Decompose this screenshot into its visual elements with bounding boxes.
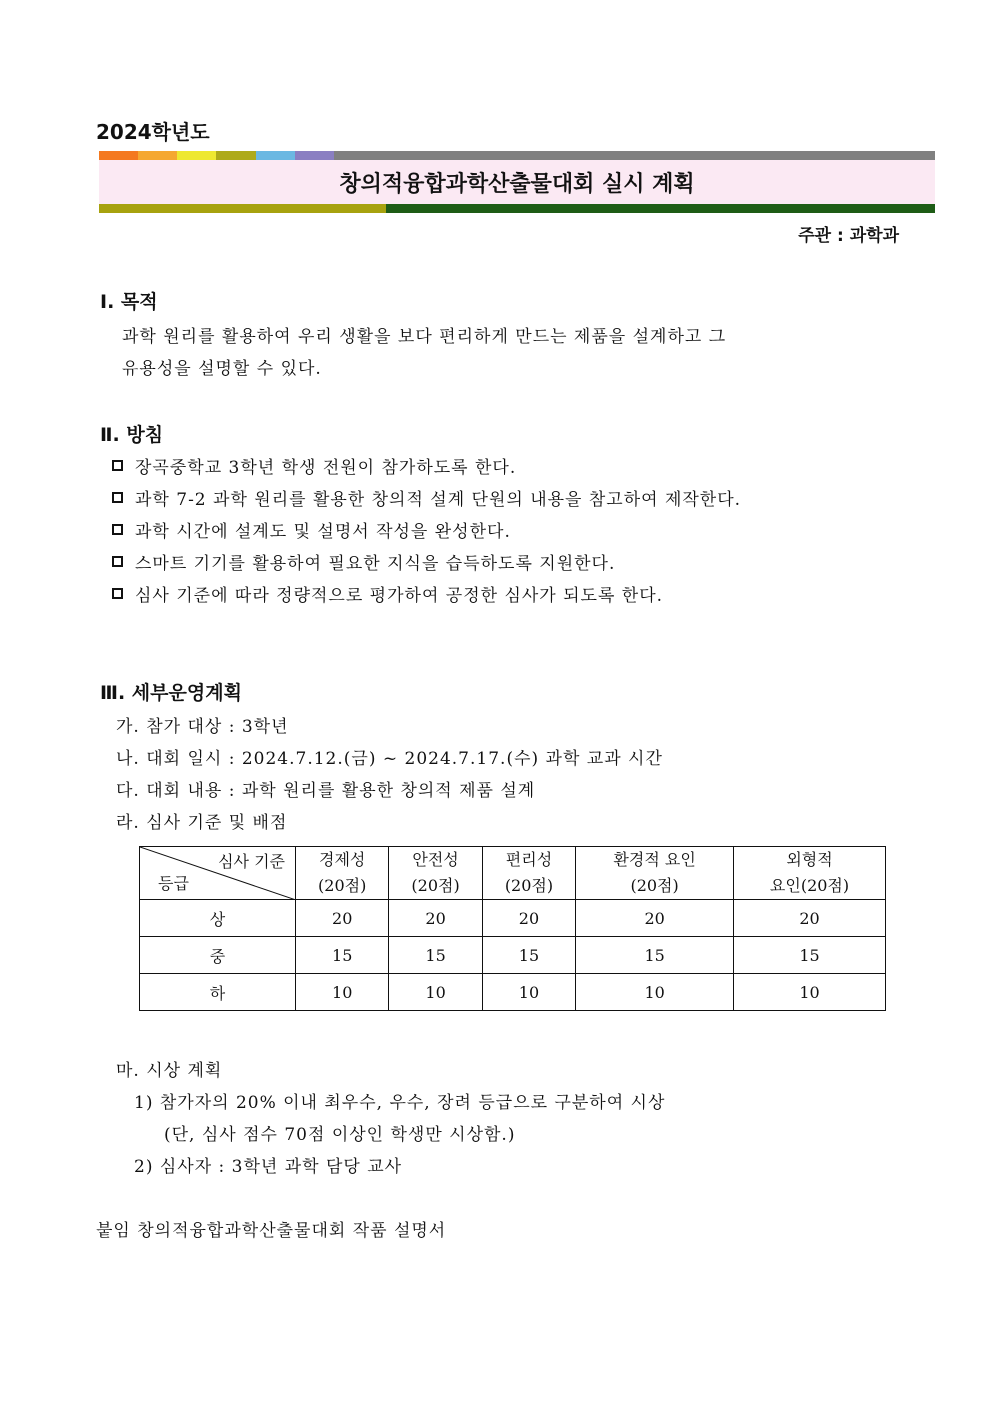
stripe-green-bottom: [386, 204, 935, 213]
stripe-purple: [295, 151, 334, 160]
section1-line2: 유용성을 설명할 수 있다.: [122, 359, 322, 379]
score-cell: 15: [734, 937, 886, 974]
checkbox-icon: [112, 556, 123, 567]
bottom-stripe: [99, 204, 935, 213]
checkbox-icon: [112, 460, 123, 471]
section1-line1: 과학 원리를 활용하여 우리 생활을 보다 편리하게 만드는 제품을 설계하고 그: [122, 327, 727, 347]
column-header: 경제성 (20점): [296, 847, 389, 900]
score-cell: 20: [296, 900, 389, 937]
stripe-amber: [138, 151, 177, 160]
policy-item: [112, 453, 516, 478]
score-cell: 15: [482, 937, 575, 974]
year-label: 2024학년도: [96, 120, 210, 144]
score-cell: 15: [389, 937, 482, 974]
corner-top-label: 심사 기준: [218, 852, 285, 871]
score-cell: 15: [296, 937, 389, 974]
page-title: 창의적융합과학산출물대회 실시 계획: [99, 160, 935, 204]
section1-heading: Ⅰ. 목적: [100, 291, 158, 313]
score-cell: 10: [296, 974, 389, 1011]
stripe-yellow: [177, 151, 216, 160]
score-cell: 10: [576, 974, 734, 1011]
grade-cell: 하: [140, 974, 296, 1011]
score-cell: 20: [482, 900, 575, 937]
policy-item: [112, 549, 615, 574]
stripe-olive: [216, 151, 256, 160]
policy-text: 스마트 기기를 활용하여 필요한 지식을 습득하도록 지원한다.: [135, 554, 616, 574]
section2-heading: Ⅱ. 방침: [100, 424, 164, 446]
score-cell: 10: [734, 974, 886, 1011]
score-cell: 15: [576, 937, 734, 974]
column-header: 편리성 (20점): [482, 847, 575, 900]
column-header: 안전성 (20점): [389, 847, 482, 900]
corner-bottom-label: 등급: [158, 874, 189, 893]
grade-cell: 상: [140, 900, 296, 937]
stripe-orange: [99, 151, 138, 160]
checkbox-icon: [112, 524, 123, 535]
column-header: 환경적 요인 (20점): [576, 847, 734, 900]
corner-cell: [140, 847, 296, 900]
policy-item: [112, 485, 741, 510]
scoring-table: [139, 846, 886, 1011]
policy-text: 과학 7-2 과학 원리를 활용한 창의적 설계 단원의 내용을 참고하여 제작한다.: [135, 490, 742, 510]
policy-text: 과학 시간에 설계도 및 설명서 작성을 완성한다.: [135, 522, 511, 542]
score-cell: 20: [389, 900, 482, 937]
award-line2: 2) 심사자 : 3학년 과학 담당 교사: [134, 1157, 403, 1177]
score-cell: 20: [576, 900, 734, 937]
award-heading: 마. 시상 계획: [116, 1061, 223, 1081]
table-row: [140, 900, 886, 937]
plan-item-content: 다. 대회 내용 : 과학 원리를 활용한 창의적 제품 설계: [116, 781, 536, 801]
checkbox-icon: [112, 588, 123, 599]
policy-text: 심사 기준에 따라 정량적으로 평가하여 공정한 심사가 되도록 한다.: [135, 586, 664, 606]
policy-item: [112, 581, 663, 606]
score-cell: 20: [734, 900, 886, 937]
stripe-olive-bottom: [99, 204, 386, 213]
award-line1-note: (단, 심사 점수 70점 이상인 학생만 시상함.): [164, 1125, 516, 1145]
stripe-gray: [334, 151, 935, 160]
section3-heading: Ⅲ. 세부운영계획: [100, 682, 242, 704]
attachment-note: 붙임 창의적융합과학산출물대회 작품 설명서: [96, 1221, 447, 1241]
policy-text: 장곡중학교 3학년 학생 전원이 참가하도록 한다.: [135, 458, 517, 478]
stripe-skyblue: [256, 151, 295, 160]
plan-item-criteria: 라. 심사 기준 및 배점: [116, 813, 288, 833]
column-header: 외형적 요인(20점): [734, 847, 886, 900]
color-stripe: [99, 151, 935, 160]
table-row: [140, 974, 886, 1011]
host-label: 주관 : 과학과: [798, 226, 899, 246]
plan-item-target: 가. 참가 대상 : 3학년: [116, 717, 289, 737]
checkbox-icon: [112, 492, 123, 503]
grade-cell: 중: [140, 937, 296, 974]
award-line1: 1) 참가자의 20% 이내 최우수, 우수, 장려 등급으로 구분하여 시상: [134, 1093, 666, 1113]
plan-item-date: 나. 대회 일시 : 2024.7.12.(금) ~ 2024.7.17.(수) 과학 교과 시간: [116, 749, 663, 769]
table-header-row: [140, 847, 886, 900]
table-row: [140, 937, 886, 974]
policy-item: [112, 517, 511, 542]
score-cell: 10: [389, 974, 482, 1011]
score-cell: 10: [482, 974, 575, 1011]
